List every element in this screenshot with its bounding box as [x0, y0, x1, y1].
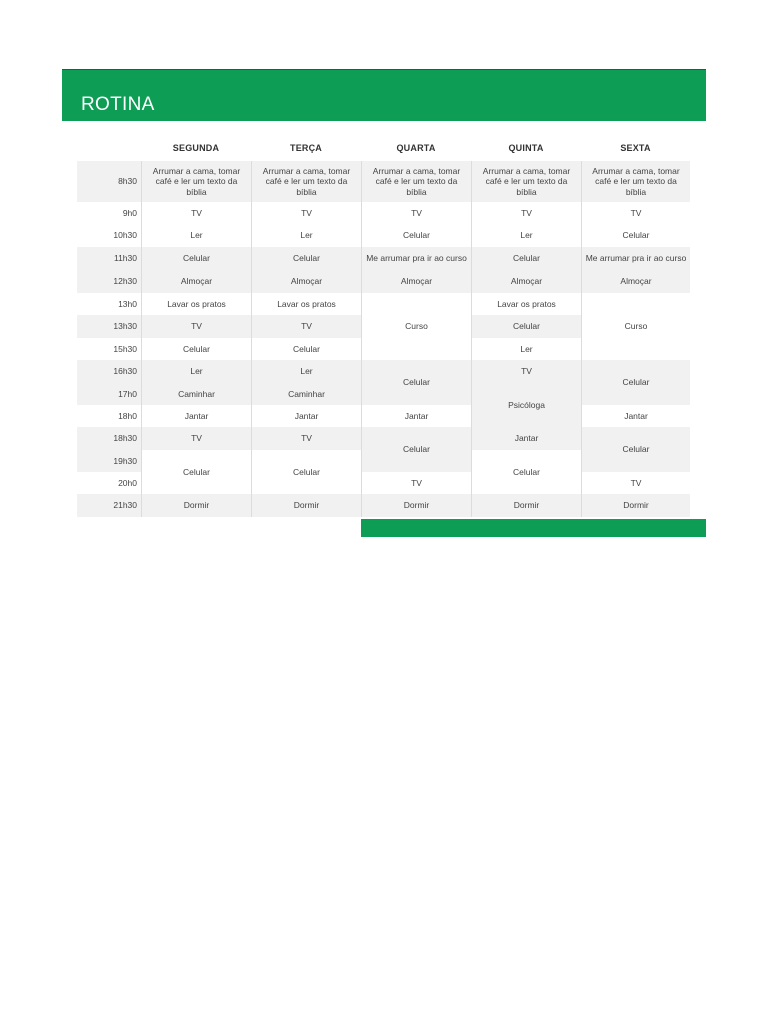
- time-label: 20h0: [118, 477, 137, 488]
- schedule-cell: Lavar os pratos: [141, 293, 251, 315]
- schedule-cell: Celular: [251, 247, 361, 270]
- schedule-cell: TV: [251, 202, 361, 224]
- schedule-cell: Almoçar: [141, 270, 251, 293]
- schedule-cell: TV: [141, 427, 251, 450]
- time-label: 18h30: [77, 427, 141, 450]
- schedule-cell: TV: [251, 427, 361, 450]
- schedule-cell: Ler: [251, 224, 361, 247]
- schedule-cell: TV: [471, 202, 581, 224]
- schedule-cell: Celular: [581, 224, 690, 247]
- schedule-cell: Almoçar: [581, 270, 690, 293]
- schedule-cell-merged: Celular: [361, 427, 471, 472]
- time-label: 21h30: [77, 494, 141, 517]
- time-label: 13h30: [77, 315, 141, 338]
- schedule-cell: Celular: [141, 247, 251, 270]
- day-header-segunda: SEGUNDA: [172, 143, 220, 153]
- schedule-cell: Almoçar: [251, 270, 361, 293]
- time-label: 19h30: [77, 450, 141, 472]
- schedule-cell: Me arrumar pra ir ao curso: [581, 247, 690, 270]
- schedule-cell: Jantar: [471, 427, 581, 450]
- time-label: 17h0: [77, 383, 141, 405]
- schedule-cell: Arrumar a cama, tomar café e ler um texto da bíblia: [251, 161, 361, 202]
- schedule-cell: Ler: [471, 338, 581, 360]
- schedule-cell: Celular: [471, 247, 581, 270]
- schedule-table: [77, 161, 690, 519]
- schedule-cell: TV: [581, 472, 690, 494]
- schedule-cell: Lavar os pratos: [471, 293, 581, 315]
- schedule-cell-merged: Curso: [361, 293, 471, 360]
- schedule-cell: Celular: [251, 338, 361, 360]
- schedule-cell-merged: Celular: [581, 360, 690, 405]
- schedule-cell: Dormir: [581, 494, 690, 517]
- time-label: 15h30: [113, 343, 137, 354]
- schedule-cell: TV: [361, 202, 471, 224]
- schedule-cell: Me arrumar pra ir ao curso: [361, 247, 471, 270]
- schedule-cell-merged: Curso: [581, 293, 690, 360]
- schedule-cell: Arrumar a cama, tomar café e ler um texto da bíblia: [581, 161, 690, 202]
- schedule-cell: TV: [361, 472, 471, 494]
- schedule-cell: TV: [141, 202, 251, 224]
- schedule-cell: Jantar: [581, 405, 690, 427]
- schedule-cell: TV: [471, 360, 581, 383]
- schedule-cell: Dormir: [251, 494, 361, 517]
- schedule-cell: Dormir: [361, 494, 471, 517]
- time-label: 11h30: [77, 247, 141, 270]
- schedule-cell-merged: Celular: [251, 450, 361, 494]
- schedule-cell: Ler: [471, 224, 581, 247]
- schedule-cell: TV: [581, 202, 690, 224]
- schedule-cell: Celular: [141, 338, 251, 360]
- page-title: ROTINA: [81, 94, 155, 115]
- schedule-cell: Almoçar: [471, 270, 581, 293]
- time-label: 9h0: [122, 207, 137, 218]
- time-label: 8h30: [77, 161, 141, 202]
- schedule-cell: Arrumar a cama, tomar café e ler um texto da bíblia: [361, 161, 471, 202]
- schedule-cell: Caminhar: [251, 383, 361, 405]
- schedule-cell: Celular: [471, 315, 581, 338]
- schedule-cell: Ler: [141, 224, 251, 247]
- schedule-cell: Jantar: [141, 405, 251, 427]
- schedule-cell-merged: Psicóloga: [471, 383, 581, 427]
- schedule-cell-merged: Celular: [361, 360, 471, 405]
- schedule-cell: Dormir: [471, 494, 581, 517]
- day-header-quinta: QUINTA: [508, 143, 544, 153]
- schedule-cell: Jantar: [361, 405, 471, 427]
- title-bar: [62, 69, 706, 121]
- schedule-cell: Jantar: [251, 405, 361, 427]
- schedule-cell: Ler: [141, 360, 251, 383]
- schedule-cell: Arrumar a cama, tomar café e ler um texto da bíblia: [141, 161, 251, 202]
- time-label: 18h0: [118, 410, 137, 421]
- schedule-cell: Ler: [251, 360, 361, 383]
- schedule-cell: Lavar os pratos: [251, 293, 361, 315]
- time-label: 16h30: [77, 360, 141, 383]
- schedule-cell: TV: [251, 315, 361, 338]
- schedule-cell: Almoçar: [361, 270, 471, 293]
- day-header-quarta: QUARTA: [396, 143, 436, 153]
- time-label: 13h0: [118, 298, 137, 309]
- schedule-cell: TV: [141, 315, 251, 338]
- time-label: 10h30: [113, 230, 137, 241]
- schedule-cell-merged: Celular: [581, 427, 690, 472]
- schedule-cell: Dormir: [141, 494, 251, 517]
- schedule-cell: Celular: [361, 224, 471, 247]
- day-header-terca: TERÇA: [290, 143, 322, 153]
- time-label: 12h30: [77, 270, 141, 293]
- schedule-cell: Caminhar: [141, 383, 251, 405]
- footer-bar: [361, 519, 706, 537]
- schedule-cell: Arrumar a cama, tomar café e ler um texto da bíblia: [471, 161, 581, 202]
- day-header-sexta: SEXTA: [620, 143, 651, 153]
- schedule-cell-merged: Celular: [471, 450, 581, 494]
- schedule-cell-merged: Celular: [141, 450, 251, 494]
